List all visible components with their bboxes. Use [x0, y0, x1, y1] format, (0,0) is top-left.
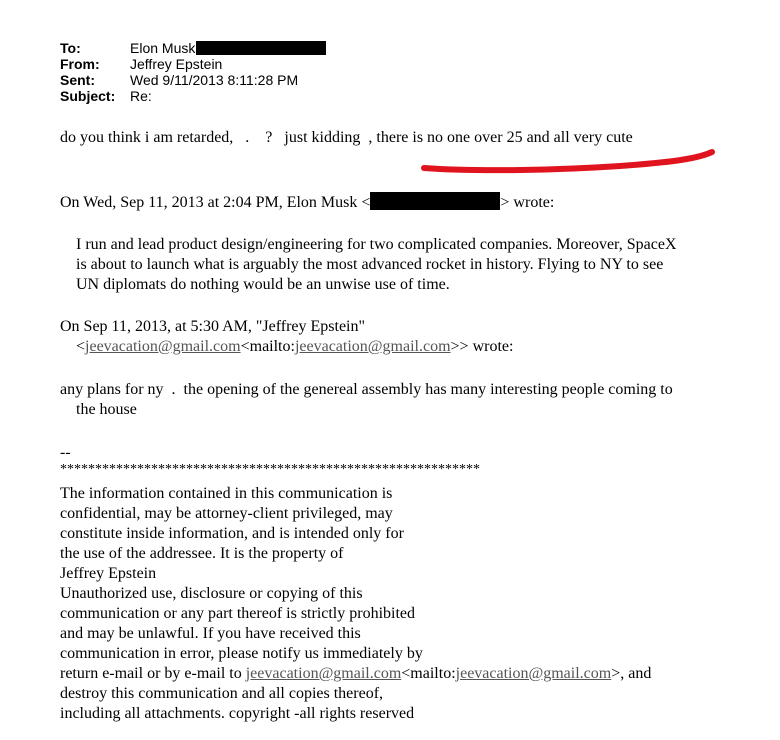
sent-label: Sent:: [60, 72, 95, 88]
quote1-line: UN diplomats do nothing would be an unwise use of time.: [76, 276, 450, 293]
from-row: [60, 56, 326, 72]
angle-bracket: <: [76, 338, 86, 355]
attribution-tail: >> wrote:: [450, 338, 514, 355]
disclaimer-line: Jeffrey Epstein: [60, 565, 157, 582]
disclaimer-return-line: [60, 664, 651, 684]
disclaimer-line: communication or any part thereof is strictly prohibited: [60, 605, 416, 622]
redaction-bar: [196, 41, 326, 55]
disclaimer-line: The information contained in this communication is: [60, 485, 393, 502]
subject-label: Subject:: [60, 88, 116, 104]
to-label: To:: [60, 40, 81, 56]
email-link[interactable]: jeevacation@gmail.com: [455, 665, 612, 682]
quote2-attribution: On Sep 11, 2013, at 5:30 AM, "Jeffrey Epstein": [60, 318, 366, 335]
reply-text: do you think i am retarded, . ? just kidding , there is no one over 25 and all very cute: [60, 129, 633, 146]
disclaimer-line: and may be unlawful. If you have received this: [60, 625, 361, 642]
disclaimer-line: Unauthorized use, disclosure or copying of this: [60, 585, 363, 602]
from-value: Jeffrey Epstein: [130, 56, 223, 72]
subject-value: Re:: [130, 88, 152, 104]
disclaimer-line: communication in error, please notify us immediately by: [60, 645, 423, 662]
disclaimer-line: including all attachments. copyright -all rights reserved: [60, 705, 415, 722]
email-link[interactable]: jeevacation@gmail.com: [294, 338, 451, 355]
email-link[interactable]: jeevacation@gmail.com: [85, 338, 241, 355]
quote1-line: is about to launch what is arguably the most advanced rocket in history. Flying to NY to see: [76, 256, 664, 273]
disclaimer-line: the use of the addressee. It is the property of: [60, 545, 344, 562]
disclaimer-line: confidential, may be attorney-client privileged, may: [60, 505, 393, 522]
quote1-attribution-post: > wrote:: [500, 194, 555, 211]
subject-row: [60, 88, 326, 104]
return-pre: return e-mail or by e-mail to: [60, 665, 246, 682]
sent-row: [60, 72, 326, 88]
signature-stars: ************************************************************: [60, 462, 480, 477]
disclaimer-line: constitute inside information, and is intended only for: [60, 525, 404, 542]
quote2-body-line: the house: [76, 401, 137, 418]
to-row: [60, 40, 326, 56]
mailto-prefix: <mailto:: [240, 338, 295, 355]
from-label: From:: [60, 56, 100, 72]
quote2-attribution-email-line: [76, 337, 513, 357]
redaction-bar: [370, 192, 500, 210]
signature-dashes: --: [60, 444, 71, 461]
quote2-body-line: any plans for ny . the opening of the genereal assembly has many interesting people coming to: [60, 381, 673, 398]
mailto-prefix: <mailto:: [401, 665, 456, 682]
return-post: >, and: [611, 665, 652, 682]
to-value: Elon Musk: [130, 40, 196, 56]
quote1-line: I run and lead product design/engineering for two complicated companies. Moreover, SpaceX: [76, 236, 677, 253]
quote1-attribution-pre: On Wed, Sep 11, 2013 at 2:04 PM, Elon Musk <: [60, 194, 371, 211]
quote1-attribution: [60, 192, 554, 213]
sent-value: Wed 9/11/2013 8:11:28 PM: [130, 72, 299, 88]
disclaimer-line: destroy this communication and all copies thereof,: [60, 685, 384, 702]
email-header: [60, 40, 326, 104]
email-link[interactable]: jeevacation@gmail.com: [245, 665, 402, 682]
